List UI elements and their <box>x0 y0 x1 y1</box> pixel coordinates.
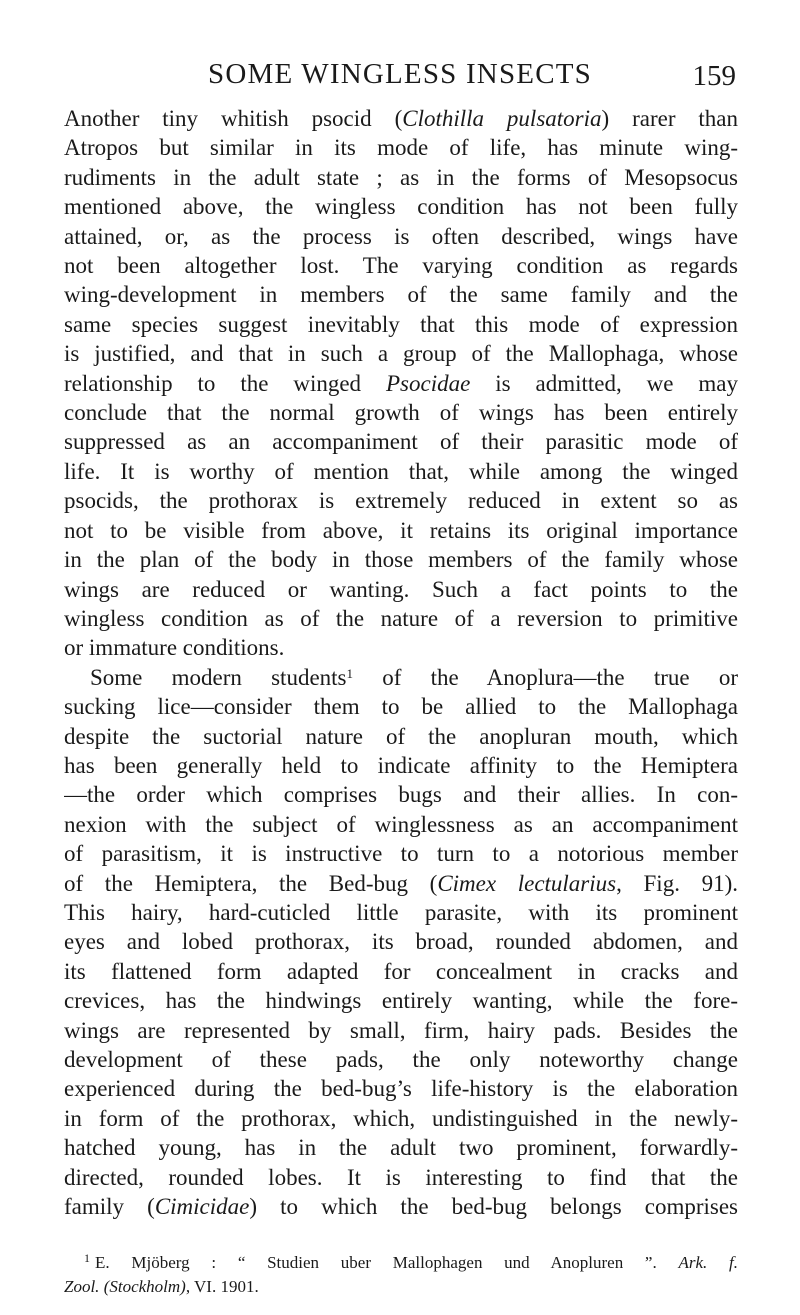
text-line: not been altogether lost. The varying condition as regards <box>64 253 738 279</box>
text-line: rudiments in the adult state ; as in the forms of Mesopsocus <box>64 164 738 190</box>
text-line: its flattened form adapted for concealment in cracks and <box>64 958 738 984</box>
text-line: nexion with the subject of winglessness as an accompaniment <box>64 811 738 837</box>
body-text <box>64 104 738 1221</box>
text-line: Some modern students$^1$ of the Anoplura—the true or <box>90 664 738 690</box>
text-line: —the order which comprises bugs and their allies. In con- <box>64 782 738 808</box>
text-line: crevices, has the hindwings entirely wanting, while the fore- <box>64 988 738 1014</box>
text-line: in the plan of the body in those members of the family whose <box>64 547 738 573</box>
text-line: attained, or, as the process is often described, wings have <box>64 223 738 249</box>
text-line: Atropos but similar in its mode of life, has minute wing- <box>64 135 738 161</box>
text-line: wingless condition as of the nature of a reversion to primitive <box>64 605 738 631</box>
text-line: of the Hemiptera, the Bed-bug (Cimex lectularius, Fig. 91). <box>64 870 738 896</box>
text-line: development of these pads, the only noteworthy change <box>64 1047 738 1072</box>
text-line: or immature conditions. <box>64 635 285 661</box>
text-line: not to be visible from above, it retains its original importance <box>64 517 738 543</box>
text-line: life. It is worthy of mention that, while among the winged <box>64 458 738 484</box>
text-line: despite the suctorial nature of the anopluran mouth, which <box>64 723 738 749</box>
page-number: 159 <box>692 60 736 92</box>
text-line: wings are reduced or wanting. Such a fact points to the <box>64 576 738 602</box>
text-line: family (Cimicidae) to which the bed-bug belongs comprises <box>64 1194 738 1220</box>
text-line: suppressed as an accompaniment of their parasitic mode of <box>64 429 738 455</box>
text-line: same species suggest inevitably that this mode of expression <box>64 311 738 337</box>
footnote-line: Zool. (Stockholm), VI. 1901. <box>64 1277 259 1296</box>
text-line: of parasitism, it is instructive to turn to a notorious member <box>64 841 738 867</box>
text-line: mentioned above, the wingless condition has not been fully <box>64 194 738 220</box>
text-line: conclude that the normal growth of wings has been entirely <box>64 400 738 426</box>
running-title: SOME WINGLESS INSECTS <box>208 58 592 90</box>
footnote-line: $^1$ E. Mjöberg : “ Studien uber Mallophagen und Anopluren ”. Ark. f. <box>84 1251 738 1272</box>
text-line: relationship to the winged Psocidae is admitted, we may <box>64 370 738 396</box>
text-line: is justified, and that in such a group of the Mallophaga, whose <box>64 341 738 367</box>
footnote-reference: 1 <box>346 665 353 681</box>
text-line: This hairy, hard-cuticled little parasite, with its prominent <box>64 899 738 925</box>
text-line: sucking lice—consider them to be allied to the Mallophaga <box>64 694 738 720</box>
page-header <box>0 58 800 98</box>
text-line: directed, rounded lobes. It is interesting to find that the <box>64 1164 738 1190</box>
text-line: eyes and lobed prothorax, its broad, rounded abdomen, and <box>64 929 738 955</box>
footnote <box>64 1251 738 1299</box>
text-line: experienced during the bed-bug’s life-history is the elaboration <box>64 1076 738 1102</box>
text-line: psocids, the prothorax is extremely reduced in extent so as <box>64 488 738 514</box>
text-line: hatched young, has in the adult two prominent, forwardly- <box>64 1135 738 1161</box>
text-line: Another tiny whitish psocid (Clothilla pulsatoria) rarer than <box>64 106 738 131</box>
text-line: wings are represented by small, firm, hairy pads. Besides the <box>64 1017 738 1043</box>
text-line: in form of the prothorax, which, undistinguished in the newly- <box>64 1105 738 1131</box>
footnote-marker: 1 <box>84 1251 90 1265</box>
text-line: wing-development in members of the same family and the <box>64 282 738 308</box>
text-line: has been generally held to indicate affinity to the Hemiptera <box>64 752 738 778</box>
